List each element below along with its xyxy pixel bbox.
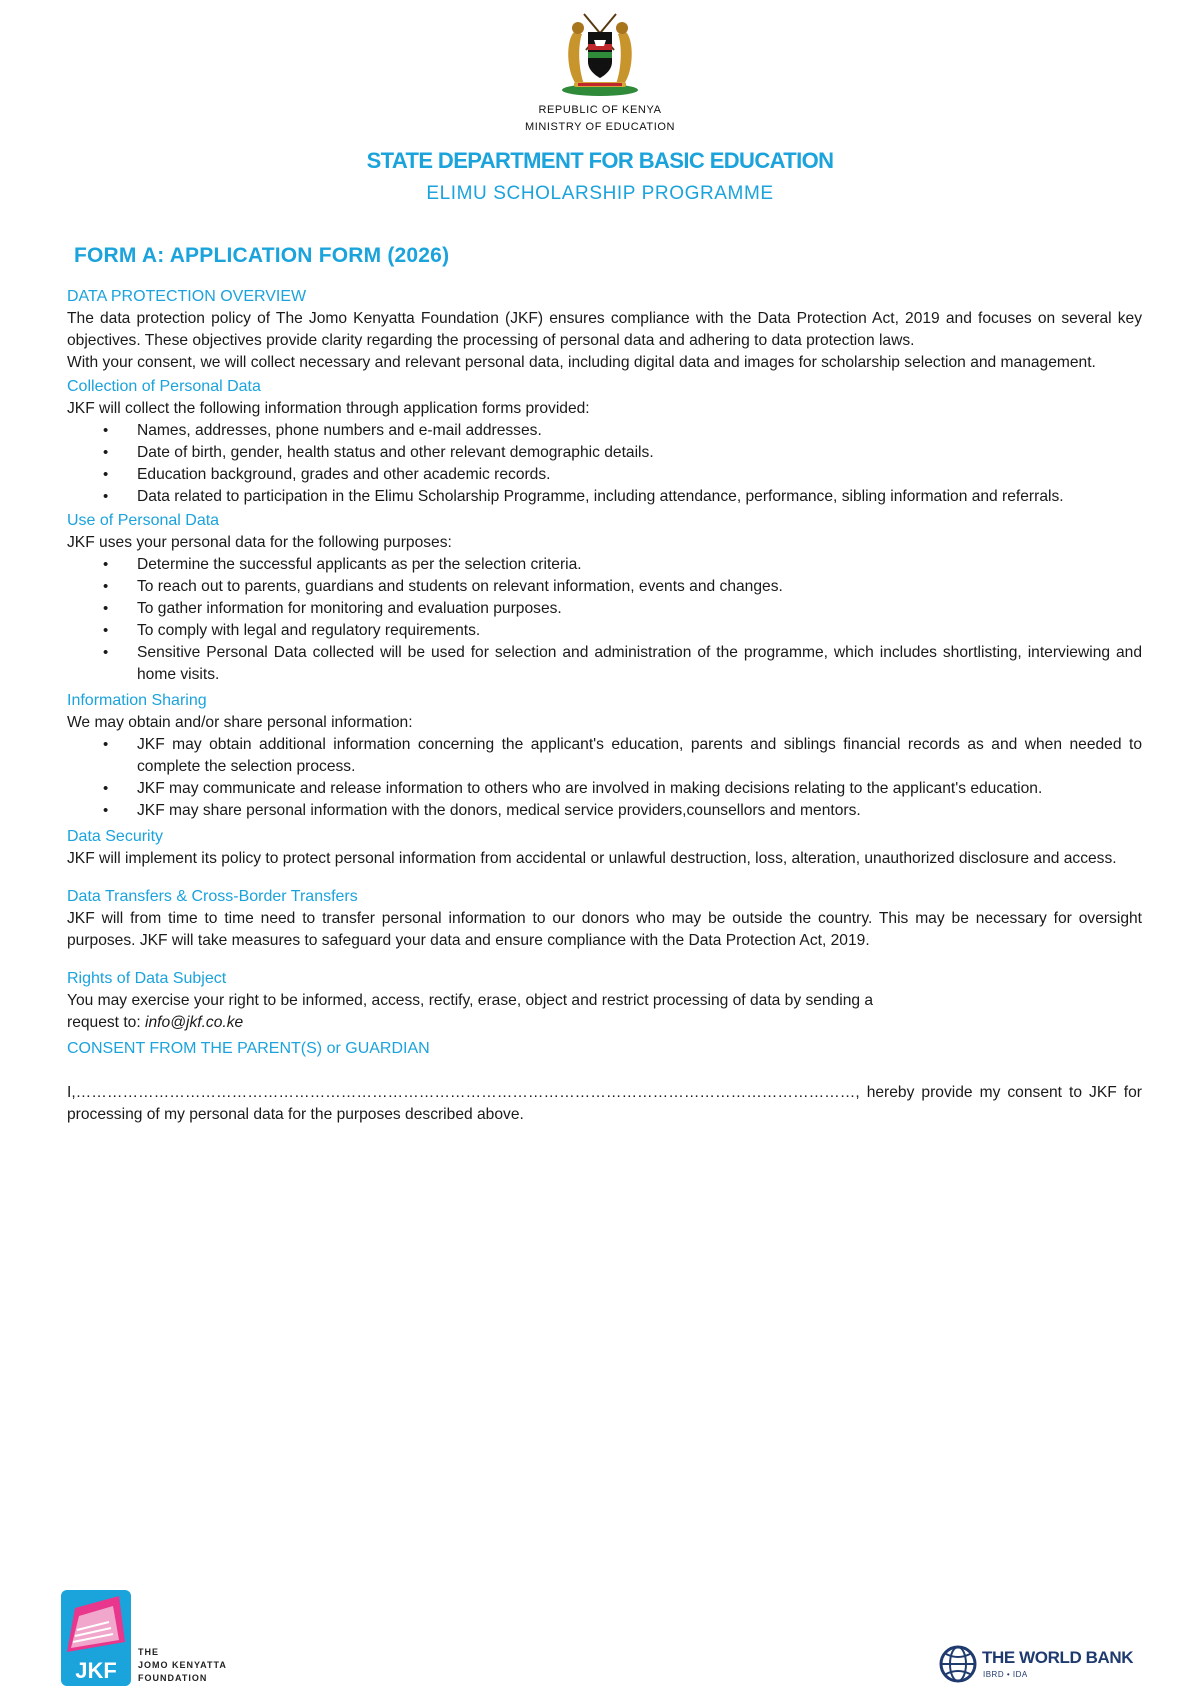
collection-intro: JKF will collect the following information through application forms provided: bbox=[67, 400, 590, 417]
rights-request bbox=[67, 1012, 1142, 1034]
list-item: • JKF may communicate and release information to others who are involved in making decisions relating to the applicant's education. bbox=[67, 778, 1142, 800]
list-item: • Determine the successful applicants as per the selection criteria. bbox=[67, 554, 1142, 576]
world-bank-title: THE WORLD BANK bbox=[982, 1648, 1134, 1667]
overview-heading: DATA PROTECTION OVERVIEW bbox=[67, 288, 307, 305]
list-item: • Names, addresses, phone numbers and e-mail addresses. bbox=[67, 420, 1142, 442]
security-heading: Data Security bbox=[67, 828, 164, 845]
transfers-heading: Data Transfers & Cross-Border Transfers bbox=[67, 888, 358, 905]
world-bank-globe-icon bbox=[938, 1644, 978, 1684]
list-item: • To gather information for monitoring and evaluation purposes. bbox=[67, 598, 1142, 620]
jkf-wordmark bbox=[138, 1646, 227, 1685]
jkf-logo-icon bbox=[61, 1590, 131, 1686]
kenya-coat-of-arms-icon bbox=[554, 10, 646, 98]
sharing-intro: We may obtain and/or share personal information: bbox=[67, 714, 413, 731]
list-item: • Education background, grades and other academic records. bbox=[67, 464, 1142, 486]
department-title: STATE DEPARTMENT FOR BASIC EDUCATION bbox=[366, 148, 834, 173]
jkf-line-2: JOMO KENYATTA bbox=[138, 1660, 227, 1670]
overview-paragraph-1: The data protection policy of The Jomo Kenyatta Foundation (JKF) ensures compliance with the Data Protection Act, 2019 and focuses on several key objectives. These objectives provide clarity regarding the processing of personal data and adhering to data protection laws. bbox=[67, 310, 1142, 349]
overview-paragraph-2: With your consent, we will collect necessary and relevant personal data, including digital data and images for scholarship selection and management. bbox=[67, 354, 1096, 371]
collection-list bbox=[67, 420, 1142, 508]
transfers-text: JKF will from time to time need to transfer personal information to our donors who may be outside the country. This may be necessary for oversight purposes. JKF will take measures to safeguard your data and ensure compliance with the Data Protection Act, 2019. bbox=[67, 910, 1142, 949]
consent-heading: CONSENT FROM THE PARENT(S) or GUARDIAN bbox=[67, 1040, 430, 1057]
list-item: • Sensitive Personal Data collected will be used for selection and administration of the programme, which includes shortlisting, interviewing and home visits. bbox=[67, 642, 1142, 686]
use-list bbox=[67, 554, 1142, 686]
request-prefix: request to: bbox=[67, 1014, 146, 1031]
list-item: • Date of birth, gender, health status and other relevant demographic details. bbox=[67, 442, 1142, 464]
world-bank-subtitle: IBRD • IDA bbox=[983, 1670, 1028, 1679]
list-item: • To comply with legal and regulatory requirements. bbox=[67, 620, 1142, 642]
list-item: • JKF may obtain additional information concerning the applicant's education, parents and siblings financial records as and when needed to complete the selection process. bbox=[67, 734, 1142, 778]
security-text: JKF will implement its policy to protect personal information from accidental or unlawful destruction, loss, alteration, unauthorized disclosure and access. bbox=[67, 850, 1117, 867]
jkf-badge-text: JKF bbox=[75, 1658, 117, 1683]
use-intro: JKF uses your personal data for the following purposes: bbox=[67, 534, 452, 551]
rights-heading: Rights of Data Subject bbox=[67, 970, 227, 987]
use-heading: Use of Personal Data bbox=[67, 512, 220, 529]
programme-title: ELIMU SCHOLARSHIP PROGRAMME bbox=[426, 183, 774, 204]
list-item: • Data related to participation in the Elimu Scholarship Programme, including attendance, performance, sibling information and referrals. bbox=[67, 486, 1142, 508]
list-item: • To reach out to parents, guardians and students on relevant information, events and changes. bbox=[67, 576, 1142, 598]
contact-email: info@jkf.co.ke bbox=[145, 1014, 244, 1031]
jkf-line-3: FOUNDATION bbox=[138, 1673, 208, 1683]
form-title: FORM A: APPLICATION FORM (2026) bbox=[74, 244, 450, 267]
sharing-list bbox=[67, 734, 1142, 822]
document-body bbox=[67, 286, 1142, 1126]
ministry-label: MINISTRY OF EDUCATION bbox=[524, 121, 676, 133]
consent-statement: I,……………………………………………………………………………………………………………………………………, hereby provide my consent to JKF for processing of my personal data for the purposes described above. bbox=[67, 1084, 1142, 1123]
list-item: • JKF may share personal information with the donors, medical service providers,counsellors and mentors. bbox=[67, 800, 1142, 822]
sharing-heading: Information Sharing bbox=[67, 692, 207, 709]
rights-text: You may exercise your right to be informed, access, rectify, erase, object and restrict processing of data by sending a bbox=[67, 992, 874, 1009]
jkf-line-1: THE bbox=[138, 1647, 159, 1657]
collection-heading: Collection of Personal Data bbox=[67, 378, 261, 395]
republic-label: REPUBLIC OF KENYA bbox=[538, 104, 662, 116]
